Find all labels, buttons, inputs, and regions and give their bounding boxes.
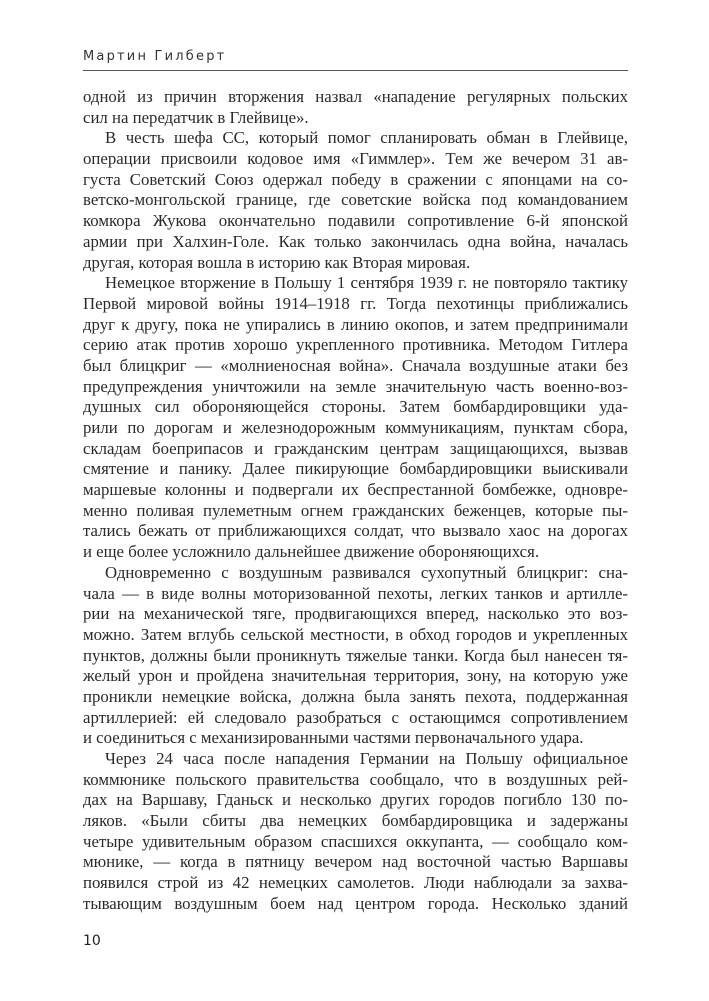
text-line: друг к другу, пока не упирались в линию окопов, и затем предпринимали (83, 314, 628, 334)
text-line: рии на механической тяге, продвигающихся вперед, насколько это воз- (83, 604, 628, 624)
text-line: маршевые колонны и подвергали их беспрестанной бомбежке, одновре- (83, 480, 628, 500)
text-line: операции присвоили кодовое имя «Гиммлер». Тем же вечером 31 ав- (83, 149, 628, 169)
text-line: рили по дорогам и железнодорожным коммуникациям, пунктам сбора, (83, 418, 628, 437)
header-rule (83, 70, 628, 71)
text-line: Немецкое вторжение в Польшу 1 сентября 1939 г. не повторяло тактику (105, 273, 628, 293)
running-header-author: Мартин Гилберт (83, 49, 227, 64)
text-line: мюнике, — когда в пятницу вечером над восточной частью Варшавы (83, 852, 628, 872)
text-line: можно. Затем вглубь сельской местности, в обход городов и укрепленных (83, 624, 628, 644)
text-line: сил на передатчик в Глейвице». (83, 107, 309, 127)
page-number: 10 (83, 933, 101, 949)
text-line: четыре удивительным образом спасшихся оккупанта, — сообщало ком- (83, 831, 628, 851)
paragraph (83, 273, 628, 563)
text-line: дах на Варшаву, Гданьск и несколько других городов погибло 130 по- (83, 790, 628, 810)
text-line: ветско-монгольской границе, где советские войска под командованием (83, 190, 628, 210)
body-text (83, 87, 628, 915)
text-line: тывающим воздушным боем над центром города. Несколько зданий (83, 893, 628, 913)
text-line: густа Советский Союз одержал победу в сражении с японцами на со- (83, 169, 628, 189)
paragraph (83, 128, 628, 273)
text-line: ляков. «Были сбиты два немецких бомбардировщика и задержаны (83, 811, 628, 831)
text-line: желый урон и пройдена значительная территория, зону, на которую уже (83, 666, 628, 686)
text-line: другая, которая вошла в историю как Вторая мировая. (83, 252, 471, 272)
text-line: предупреждения уничтожили на земле значительную часть военно-воз- (83, 376, 628, 396)
text-line: армии при Халхин-Голе. Как только закончилась одна война, началась (83, 231, 628, 251)
text-line: комкора Жукова окончательно подавили сопротивление 6-й японской (83, 211, 628, 231)
text-line: артиллерией: ей следовало разобраться с остающимся сопротивлением (83, 707, 628, 727)
text-line: коммюнике польского правительства сообщало, что в воздушных рей- (83, 769, 628, 789)
text-line: Через 24 часа после нападения Германии на Польшу официальное (105, 749, 628, 768)
text-line: Первой мировой войны 1914–1918 гг. Тогда пехотинцы приближались (83, 293, 628, 313)
text-line: тались бежать от приближающихся солдат, что вызвало хаос на дорогах (83, 521, 628, 541)
text-line: проникли немецкие войска, должна была занять пехота, поддержанная (83, 686, 628, 706)
paragraph (83, 749, 628, 915)
text-line: пунктов, должны были проникнуть тяжелые танки. Когда был нанесен тя- (83, 645, 628, 665)
text-line: серию атак против хорошо укрепленного противника. Методом Гитлера (83, 335, 628, 355)
text-line: был блицкриг — «молниеносная война». Сначала воздушные атаки без (83, 355, 628, 375)
text-line: и еще более усложнило дальнейшее движение обороняющихся. (83, 542, 540, 562)
text-line: Одновременно с воздушным развивался сухопутный блицкриг: сна- (105, 562, 628, 582)
paragraph (83, 563, 628, 749)
text-line: смятение и панику. Далее пикирующие бомбардировщики выискивали (83, 459, 628, 479)
text-line: чала — в виде волны моторизованной пехоты, легких танков и артилле- (83, 583, 628, 603)
text-line: одной из причин вторжения назвал «нападение регулярных польских (83, 87, 628, 106)
text-line: появился строй из 42 немецких самолетов. Люди наблюдали за захва- (83, 873, 628, 893)
text-line: и соединиться с механизированными частями первоначального удара. (83, 728, 584, 748)
text-line: душных сил обороняющейся стороны. Затем бомбардировщики уда- (83, 397, 628, 417)
text-line: менно поливая пулеметным огнем гражданских беженцев, которые пы- (83, 500, 628, 520)
text-line: складам боеприпасов и гражданским центрам защищающихся, вызвав (83, 438, 628, 458)
paragraph (83, 87, 628, 128)
text-line: В честь шефа СС, который помог спланировать обман в Глейвице, (105, 128, 628, 148)
